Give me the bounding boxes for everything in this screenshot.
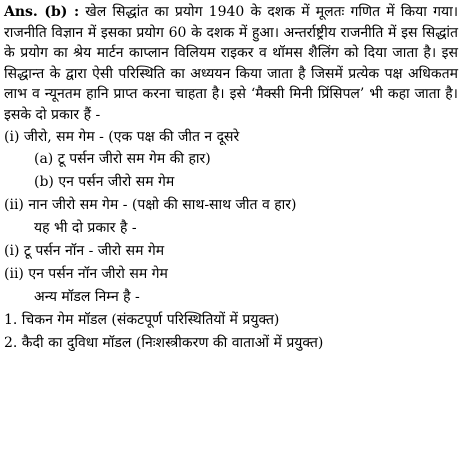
list-subitem-two-person-zero-sum: (a) टू पर्सन जीरो सम गेम की हार) — [34, 151, 211, 168]
list-item-zero-sum: (i) जीरो, सम गेम - (एक पक्ष की जीत न दूसरे — [4, 128, 240, 145]
list-item-n-person-non-zero: (ii) एन पर्सन नॉन जीरो सम गेम — [4, 265, 168, 282]
answer-document — [4, 2, 458, 354]
list-item-non-zero-sum: (ii) नान जीरो सम गेम - (पक्षो की साथ-साथ जीत व हार) — [4, 197, 297, 214]
answer-text: खेल सिद्धांत का प्रयोग 1940 के दशक में मूलतः गणित में किया गया। राजनीति विज्ञान में इसका प्रयोग 60 के दशक में हुआ। अन्तर्राष्ट्रीय राजनीति में इस सिद्धांत के प्रयोग का श्रेय मार्टन काप्लान विलियम राइकर व थॉमस शैलिंग को दिया जाता है। इस सिद्धान्त के द्वारा ऐसी परिस्थिति का अध्ययन किया जाता है जिसमें प्रत्येक पक्ष अधिकतम लाभ व न्यूनतम हानि प्राप्त करना चाहता है। इसे ‘मैक्सी मिनी प्रिंसिपल’ भी कहा जाता है। इसके दो प्रकार हैं - — [4, 4, 459, 123]
answer-paragraph — [4, 2, 458, 126]
two-types-note: यह भी दो प्रकार है - — [34, 220, 137, 237]
other-models-heading: अन्य मॉडल निम्न है - — [34, 288, 140, 305]
answer-label: Ans. (b) : — [4, 4, 80, 20]
list-subitem-n-person-zero-sum: (b) एन पर्सन जीरो सम गेम — [34, 174, 175, 191]
model-item-prisoners-dilemma: 2. कैदी का दुविधा मॉडल (निःशस्त्रीकरण की वाताओं में प्रयुक्त) — [4, 334, 324, 351]
model-item-chicken-game: 1. चिकन गेम मॉडल (संकटपूर्ण परिस्थितियों में प्रयुक्त) — [4, 311, 280, 328]
list-item-two-person-non-zero: (i) टू पर्सन नॉन - जीरो सम गेम — [4, 243, 165, 260]
